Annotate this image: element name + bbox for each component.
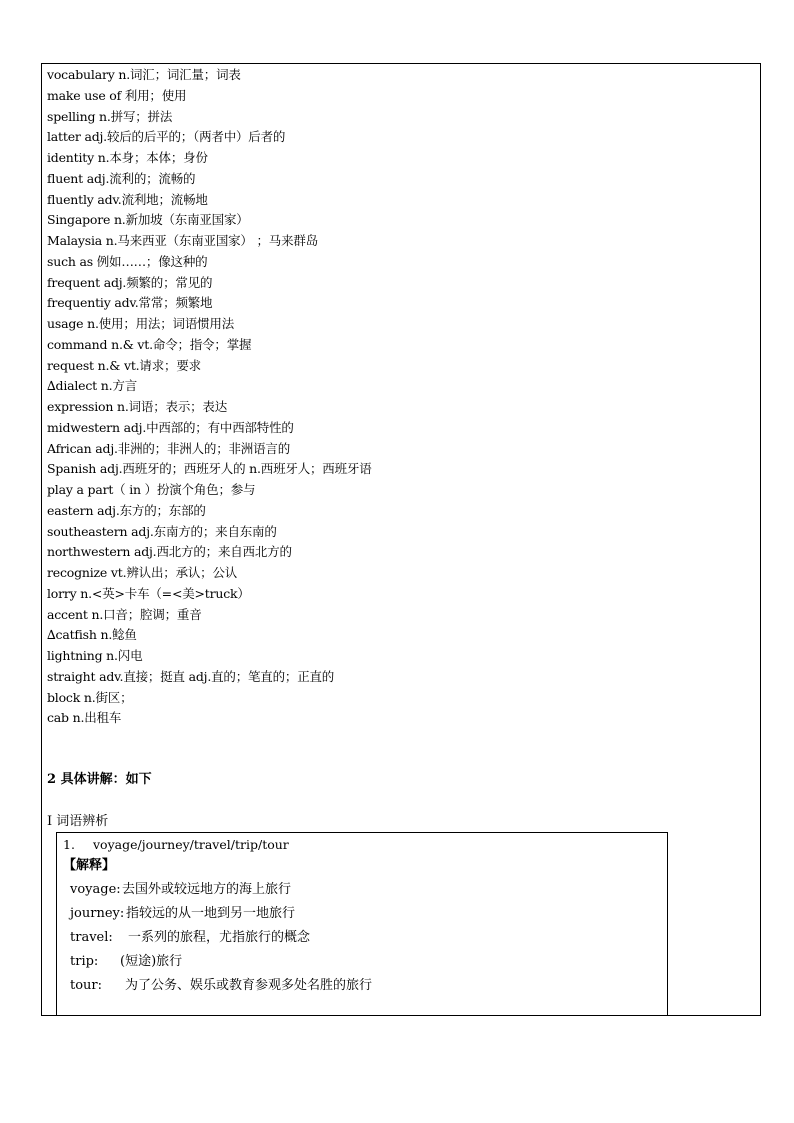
definition-meaning: (短途)旅行 (120, 954, 183, 969)
definition-row (70, 951, 182, 973)
vocab-line: accent n.口音；腔调；重音 (47, 606, 202, 622)
vocab-line: ∆catfish n.鲶鱼 (47, 627, 137, 643)
vocab-line: Spanish adj.西班牙的；西班牙人的 n.西班牙人；西班牙语 (47, 461, 372, 477)
vocab-line: midwestern adj.中西部的；有中西部特性的 (47, 419, 294, 435)
definition-term: tour: (70, 978, 103, 993)
vocab-line: Singapore n.新加坡（东南亚国家） (47, 212, 249, 228)
item-title-line (63, 835, 289, 855)
vocab-line: such as 例如……；像这种的 (47, 253, 208, 269)
sub-heading: I 词语辨析 (47, 814, 109, 829)
definition-meaning: 去国外或较远地方的海上旅行 (122, 882, 292, 897)
section-heading: 2 具体讲解：如下 (47, 772, 152, 787)
vocab-line: lightning n.闪电 (47, 648, 143, 663)
definition-row (70, 903, 295, 925)
vocab-line: eastern adj.东方的；东部的 (47, 502, 206, 518)
vocab-line: expression n.词语；表示；表达 (47, 399, 228, 414)
vocab-line: make use of 利用；使用 (47, 87, 187, 103)
definition-term: trip: (70, 954, 99, 969)
vocab-line: spelling n.拼写；拼法 (47, 108, 173, 124)
vocab-line: Malaysia n.马来西亚（东南亚国家） ；马来群岛 (47, 233, 318, 248)
vocab-line: fluent adj.流利的；流畅的 (47, 170, 196, 186)
vocab-line: ∆dialect n.方言 (47, 378, 137, 394)
vocab-line: African adj.非洲的；非洲人的；非洲语言的 (47, 440, 290, 456)
vocab-line: frequent adj.频繁的；常见的 (47, 274, 213, 290)
vocab-line: usage n.使用；用法；词语惯用法 (47, 316, 235, 331)
vocab-line: latter adj.较后的后平的；（两者中）后者的 (47, 129, 286, 145)
definition-row (70, 879, 291, 901)
vocab-line: play a part（ in ）扮演个角色；参与 (47, 482, 256, 497)
explain-label: 【解释】 (63, 858, 116, 873)
vocab-line: southeastern adj.东南方的；来自东南的 (47, 523, 277, 539)
vocabulary-list (47, 65, 747, 729)
vocab-line: vocabulary n.词汇；词汇量；词表 (47, 67, 241, 82)
definition-term: travel: (70, 930, 113, 945)
vocab-line: cab n.出租车 (47, 710, 122, 726)
definition-meaning: 为了公务、娱乐或教育参观多处名胜的旅行 (125, 978, 373, 993)
vocab-line: recognize vt.辨认出；承认；公认 (47, 565, 238, 580)
vocab-line: northwestern adj.西北方的；来自西北方的 (47, 544, 292, 560)
definition-meaning: 一系列的旅程，尤指旅行的概念 (128, 930, 311, 945)
definition-term: journey: (70, 906, 125, 921)
definition-term: voyage: (70, 882, 121, 897)
item-number: 1. (63, 837, 75, 852)
definition-row (70, 975, 372, 997)
vocab-line: block n.街区； (47, 689, 133, 705)
vocab-line: lorry n.<英>卡车（=<美>truck） (47, 585, 250, 601)
vocab-line: request n.& vt.请求；要求 (47, 357, 201, 373)
vocab-line: straight adv.直接；挺直 adj.直的；笔直的；正直的 (47, 668, 335, 684)
vocab-line: command n.& vt.命令；指令；掌握 (47, 336, 252, 352)
vocab-line: fluently adv.流利地；流畅地 (47, 191, 208, 207)
item-title: voyage/journey/travel/trip/tour (93, 837, 289, 852)
word-analysis-box (56, 832, 668, 1016)
definition-meaning: 指较远的从一地到另一地旅行 (126, 906, 296, 921)
vocab-line: identity n.本身；本体；身份 (47, 150, 208, 165)
vocab-line: frequentiy adv.常常；频繁地 (47, 295, 213, 311)
definition-row (70, 927, 310, 949)
